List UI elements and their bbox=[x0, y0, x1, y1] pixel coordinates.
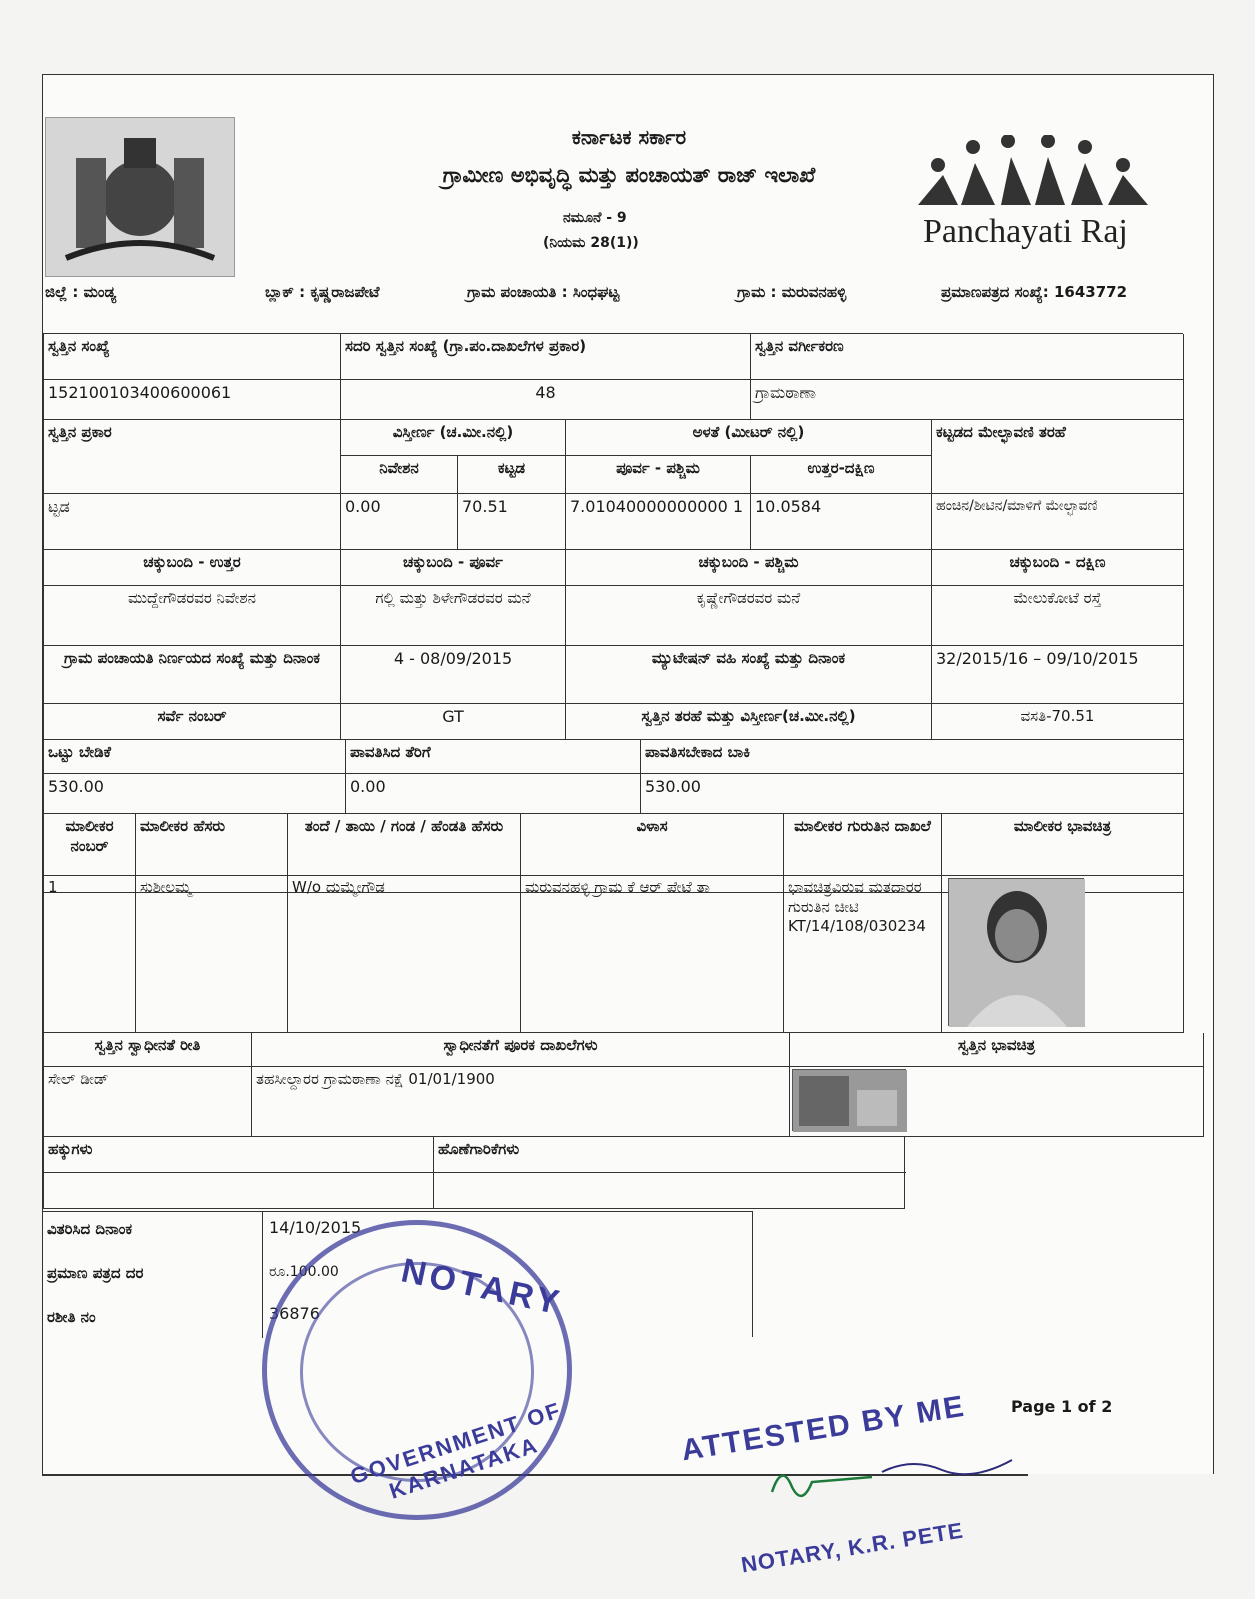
balance-due-header: ಪಾವತಿಸಬೇಕಾದ ಬಾಕಿ bbox=[641, 740, 1184, 774]
govt-title: ಕರ್ನಾಟಕ ಸರ್ಕಾರ bbox=[571, 125, 687, 149]
local-number-header: ಸದರಿ ಸ್ವತ್ತಿನ ಸಂಖ್ಯೆ (ಗ್ರಾ.ಪಂ.ದಾಖಲೆಗಳ ಪ್ರಕಾರ) bbox=[341, 334, 751, 380]
page-number: Page 1 of 2 bbox=[1011, 1397, 1113, 1416]
rule-number: (ನಿಯಮ 28(1)) bbox=[543, 235, 639, 251]
liabilities-header: ಹೊಣೆಗಾರಿಕೆಗಳು bbox=[434, 1137, 906, 1173]
property-details-table bbox=[43, 333, 1183, 893]
gram-panchayat-label: ಗ್ರಾಮ ಪಂಚಾಯತಿ : ಸಿಂಧಘಟ್ಟ bbox=[467, 283, 620, 301]
local-number-value: 48 bbox=[341, 380, 751, 420]
issue-divider bbox=[262, 1212, 263, 1338]
owner-photo-cell bbox=[942, 875, 1184, 1033]
east-west-header: ಪೂರ್ವ - ಪಶ್ಚಿಮ bbox=[566, 456, 751, 494]
property-type-header: ಸ್ವತ್ತಿನ ಪ್ರಕಾರ bbox=[44, 420, 341, 494]
survey-number-value: GT bbox=[341, 704, 566, 740]
receipt-number-value: 36876 bbox=[269, 1304, 320, 1323]
property-photo bbox=[792, 1069, 906, 1131]
issue-date-label: ವಿತರಿಸಿದ ದಿನಾಂಕ bbox=[47, 1220, 133, 1238]
notary-signature bbox=[752, 1452, 1052, 1512]
owner-name-header: ಮಾಲೀಕರ ಹೆಸರು bbox=[136, 814, 288, 876]
certificate-number: ಪ್ರಮಾಣಪತ್ರದ ಸಂಖ್ಯೆ: 1643772 bbox=[941, 283, 1128, 301]
property-type-value: ಟ್ಟಡ bbox=[44, 494, 341, 550]
attested-by-me-stamp: ATTESTED BY ME bbox=[679, 1389, 968, 1468]
department-title: ಗ್ರಾಮೀಣ ಅಭಿವೃದ್ಧಿ ಮತ್ತು ಪಂಚಾಯತ್ ರಾಜ್ ಇಲಾಖೆ bbox=[442, 163, 816, 187]
classification-header: ಸ್ವತ್ತಿನ ವರ್ಗೀಕರಣ bbox=[751, 334, 1184, 380]
survey-number-header: ಸರ್ವೆ ನಂಬರ್ bbox=[44, 704, 341, 740]
panchayati-raj-text: Panchayati Raj bbox=[923, 213, 1128, 250]
owner-number-header: ಮಾಲೀಕರ ನಂಬರ್ bbox=[44, 814, 136, 876]
east-west-value: 7.01040000000000 1 bbox=[566, 494, 751, 550]
roof-type-value: ಹಂಚಿನ/ಶೀಟಿನ/ಮಾಳಿಗೆ ಮೇಲ್ಛಾವಣಿ bbox=[932, 494, 1184, 550]
supporting-docs-value: ತಹಸೀಲ್ದಾರರ ಗ್ರಾಮಠಾಣಾ ನಕ್ಷೆ 01/01/1900 bbox=[252, 1067, 790, 1137]
site-area-value: 0.00 bbox=[341, 494, 458, 550]
owner-row bbox=[43, 875, 1183, 1033]
certificate-fee-label: ಪ್ರಮಾಣ ಪತ್ರದ ದರ bbox=[47, 1264, 144, 1282]
acquisition-mode-header: ಸ್ವತ್ತಿನ ಸ್ವಾಧೀನತೆ ರೀತಿ bbox=[44, 1033, 252, 1067]
district-label: ಜಿಲ್ಲೆ : ಮಂಡ್ಯ bbox=[45, 283, 117, 301]
property-number-value: 152100103400600061 bbox=[44, 380, 341, 420]
owner-name-value: ಸುಶೀಲಮ್ಮ bbox=[136, 875, 288, 1033]
boundary-east-header: ಚಕ್ಕುಬಂದಿ - ಪೂರ್ವ bbox=[341, 550, 566, 586]
boundary-west-value: ಕೃಷ್ಣೇಗೌಡರವರ ಮನೆ bbox=[566, 586, 932, 646]
owner-id-header: ಮಾಲೀಕರ ಗುರುತಿನ ದಾಖಲೆ bbox=[784, 814, 942, 876]
boundary-north-value: ಮುದ್ದೇಗೌಡರವರ ನಿವೇಶನ bbox=[44, 586, 341, 646]
building-area-header: ಕಟ್ಟಡ bbox=[458, 456, 566, 494]
address-header: ವಿಳಾಸ bbox=[521, 814, 784, 876]
liabilities-value bbox=[434, 1173, 906, 1209]
notary-seal-title: NOTARY bbox=[397, 1251, 567, 1323]
owner-number-value: 1 bbox=[44, 875, 136, 1033]
rights-header: ಹಕ್ಕುಗಳು bbox=[44, 1137, 434, 1173]
tax-paid-value: 0.00 bbox=[346, 774, 641, 814]
gp-resolution-header: ಗ್ರಾಮ ಪಂಚಾಯತಿ ನಿರ್ಣಯದ ಸಂಖ್ಯೆ ಮತ್ತು ದಿನಾಂಕ bbox=[44, 646, 341, 704]
supporting-docs-header: ಸ್ವಾಧೀನತೆಗೆ ಪೂರಕ ದಾಖಲೆಗಳು bbox=[252, 1033, 790, 1067]
roof-type-header: ಕಟ್ಟಡದ ಮೇಲ್ಛಾವಣಿ ತರಹೆ bbox=[932, 420, 1184, 494]
classification-value: ಗ್ರಾಮಠಾಣಾ bbox=[751, 380, 1184, 420]
property-number-header: ಸ್ವತ್ತಿನ ಸಂಖ್ಯೆ bbox=[44, 334, 341, 380]
receipt-number-label: ರಶೀತಿ ನಂ bbox=[47, 1308, 96, 1326]
north-south-value: 10.0584 bbox=[751, 494, 932, 550]
tax-paid-header: ಪಾವತಿಸಿದ ತೆರಿಗೆ bbox=[346, 740, 641, 774]
site-area-header: ನಿವೇಶನ bbox=[341, 456, 458, 494]
relation-name-value: W/o ದುಮ್ಮೇಗೌಡ bbox=[288, 875, 521, 1033]
owner-id-value: ಭಾವಚಿತ್ರವಿರುವ ಮತದಾರರ ಗುರುತಿನ ಚೀಟಿ KT/14/108/030234 bbox=[784, 875, 942, 1033]
owner-photo bbox=[948, 878, 1084, 1026]
mutation-header: ಮ್ಯುಟೇಷನ್ ವಹಿ ಸಂಖ್ಯೆ ಮತ್ತು ದಿನಾಂಕ bbox=[566, 646, 932, 704]
building-area-value: 70.51 bbox=[458, 494, 566, 550]
dimensions-header: ಅಳತೆ (ಮೀಟರ್ ನಲ್ಲಿ) bbox=[566, 420, 932, 456]
block-label: ಬ್ಲಾಕ್ : ಕೃಷ್ಣರಾಜಪೇಟೆ bbox=[265, 283, 380, 301]
usage-area-value: ವಸತಿ-70.51 bbox=[932, 704, 1184, 740]
total-demand-value: 530.00 bbox=[44, 774, 346, 814]
issue-date-value: 14/10/2015 bbox=[269, 1218, 362, 1237]
village-label: ಗ್ರಾಮ : ಮರುವನಹಳ್ಳಿ bbox=[737, 283, 847, 301]
balance-due-value: 530.00 bbox=[641, 774, 1184, 814]
certificate-fee-value: ರೂ.100.00 bbox=[269, 1264, 339, 1280]
north-south-header: ಉತ್ತರ-ದಕ್ಷಿಣ bbox=[751, 456, 932, 494]
form-number: ನಮೂನೆ - 9 bbox=[563, 210, 627, 226]
document-page bbox=[42, 74, 1214, 1474]
boundary-south-value: ಮೇಲುಕೋಟೆ ರಸ್ತೆ bbox=[932, 586, 1184, 646]
boundary-north-header: ಚಕ್ಕುಬಂದಿ - ಉತ್ತರ bbox=[44, 550, 341, 586]
property-photo-header: ಸ್ವತ್ತಿನ ಭಾವಚಿತ್ರ bbox=[790, 1033, 1204, 1067]
property-photo-cell bbox=[790, 1067, 1204, 1137]
notary-kr-pete-stamp: NOTARY, K.R. PETE bbox=[739, 1517, 966, 1578]
acquisition-mode-value: ಸೇಲ್ ಡೀಡ್ bbox=[44, 1067, 252, 1137]
usage-area-header: ಸ್ವತ್ತಿನ ತರಹೆ ಮತ್ತು ವಿಸ್ತೀರ್ಣ(ಚ.ಮೀ.ನಲ್ಲಿ) bbox=[566, 704, 932, 740]
boundary-south-header: ಚಕ್ಕುಬಂದಿ - ದಕ್ಷಿಣ bbox=[932, 550, 1184, 586]
address-value: ಮರುವನಹಳ್ಳಿ ಗ್ರಾಮ ಕೆ ಆರ್ ಪೇಟೆ ತಾ bbox=[521, 875, 784, 1033]
area-header: ವಿಸ್ತೀರ್ಣ (ಚ.ಮೀ.ನಲ್ಲಿ) bbox=[341, 420, 566, 456]
owner-photo-header: ಮಾಲೀಕರ ಭಾವಚಿತ್ರ bbox=[942, 814, 1184, 876]
boundary-east-value: ಗಲ್ಲಿ ಮತ್ತು ಶಿಳೇಗೌಡರವರ ಮನೆ bbox=[341, 586, 566, 646]
gp-resolution-value: 4 - 08/09/2015 bbox=[341, 646, 566, 704]
total-demand-header: ಒಟ್ಟು ಬೇಡಿಕೆ bbox=[44, 740, 346, 774]
rights-value bbox=[44, 1173, 434, 1209]
notary-seal-caption: GOVERNMENT OF KARNATAKA bbox=[347, 1397, 565, 1504]
relation-name-header: ತಂದೆ / ತಾಯಿ / ಗಂಡ / ಹೆಂಡತಿ ಹೆಸರು bbox=[288, 814, 521, 876]
boundary-west-header: ಚಕ್ಕುಬಂದಿ - ಪಶ್ಚಿಮ bbox=[566, 550, 932, 586]
acquisition-table bbox=[43, 1033, 1203, 1137]
mutation-value: 32/2015/16 – 09/10/2015 bbox=[932, 646, 1184, 704]
rights-table bbox=[43, 1137, 905, 1209]
